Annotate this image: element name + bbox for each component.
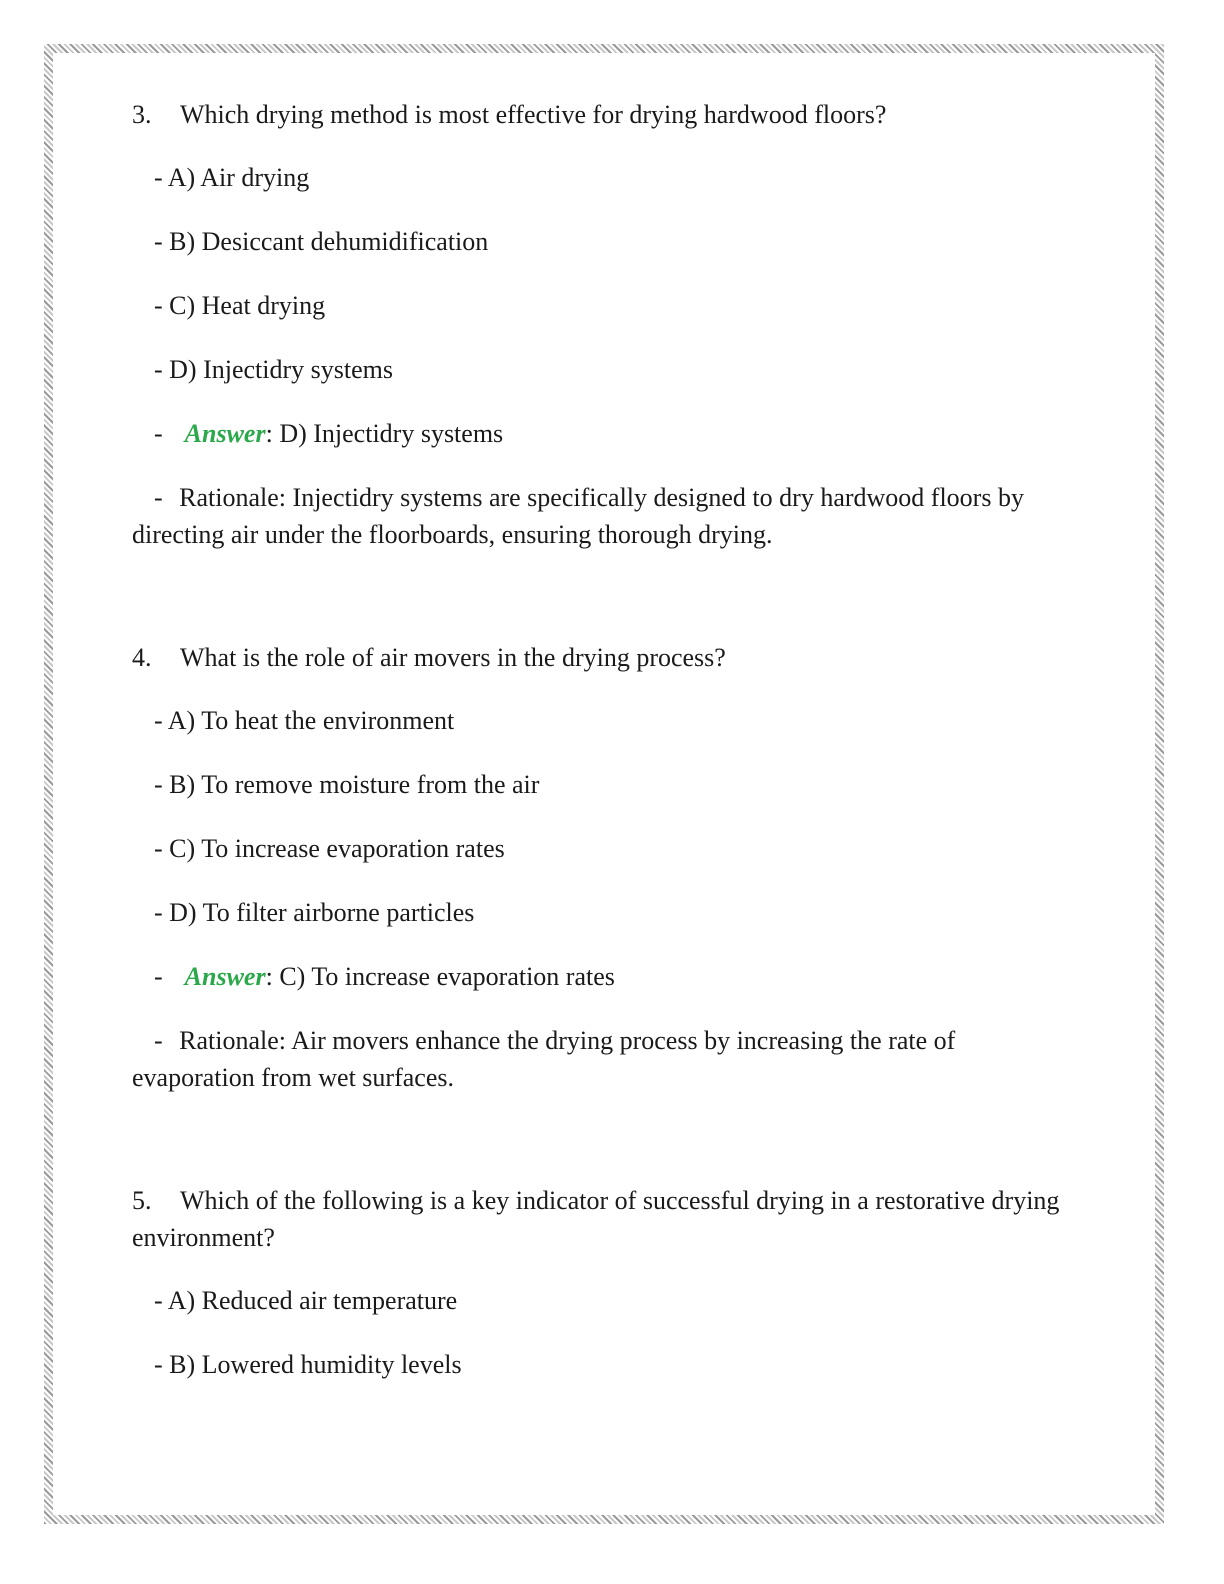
rationale [132, 479, 1072, 553]
rationale [132, 1022, 1072, 1096]
question-text: Which drying method is most effective for drying hardwood floors? [180, 100, 887, 129]
question-number: 5. [132, 1186, 152, 1215]
answer-text: : D) Injectidry systems [265, 419, 504, 448]
rationale-text: Injectidry systems are specifically designed to dry hardwood floors by directing air under the floorboards, ensuring thorough drying. [132, 483, 1024, 549]
question-5 [132, 1182, 1072, 1256]
question-text: Which of the following is a key indicator of successful drying in a restorative drying environment? [132, 1186, 1060, 1252]
answer-line [154, 415, 1072, 452]
option-b: - B) Lowered humidity levels [154, 1350, 462, 1379]
option-c: - C) To increase evaporation rates [154, 834, 505, 863]
answer-label: Answer [184, 419, 266, 448]
rationale-text: Air movers enhance the drying process by increasing the rate of evaporation from wet surfaces. [132, 1026, 956, 1092]
question-text: What is the role of air movers in the drying process? [180, 643, 726, 672]
option-b: - B) Desiccant dehumidification [154, 227, 489, 256]
document-content [132, 96, 1072, 1410]
option-b: - B) To remove moisture from the air [154, 770, 540, 799]
question-3 [132, 96, 1072, 133]
spacer [132, 1096, 1072, 1182]
question-number: 4. [132, 643, 152, 672]
option-a: - A) Reduced air temperature [154, 1286, 458, 1315]
option-d: - D) Injectidry systems [154, 355, 394, 384]
answer-text: : C) To increase evaporation rates [265, 962, 615, 991]
answer-label: Answer [184, 962, 266, 991]
question-number: 3. [132, 100, 152, 129]
rationale-dash: - [154, 483, 163, 512]
question-4 [132, 639, 1072, 676]
option-d: - D) To filter airborne particles [154, 898, 475, 927]
answer-line [154, 958, 1072, 995]
spacer [132, 553, 1072, 639]
option-a: - A) To heat the environment [154, 706, 455, 735]
rationale-label: Rationale: [179, 1026, 287, 1055]
rationale-dash: - [154, 1026, 163, 1055]
answer-dash: - [154, 419, 163, 448]
answer-dash: - [154, 962, 163, 991]
rationale-label: Rationale: [179, 483, 287, 512]
option-a: - A) Air drying [154, 163, 310, 192]
option-c: - C) Heat drying [154, 291, 326, 320]
